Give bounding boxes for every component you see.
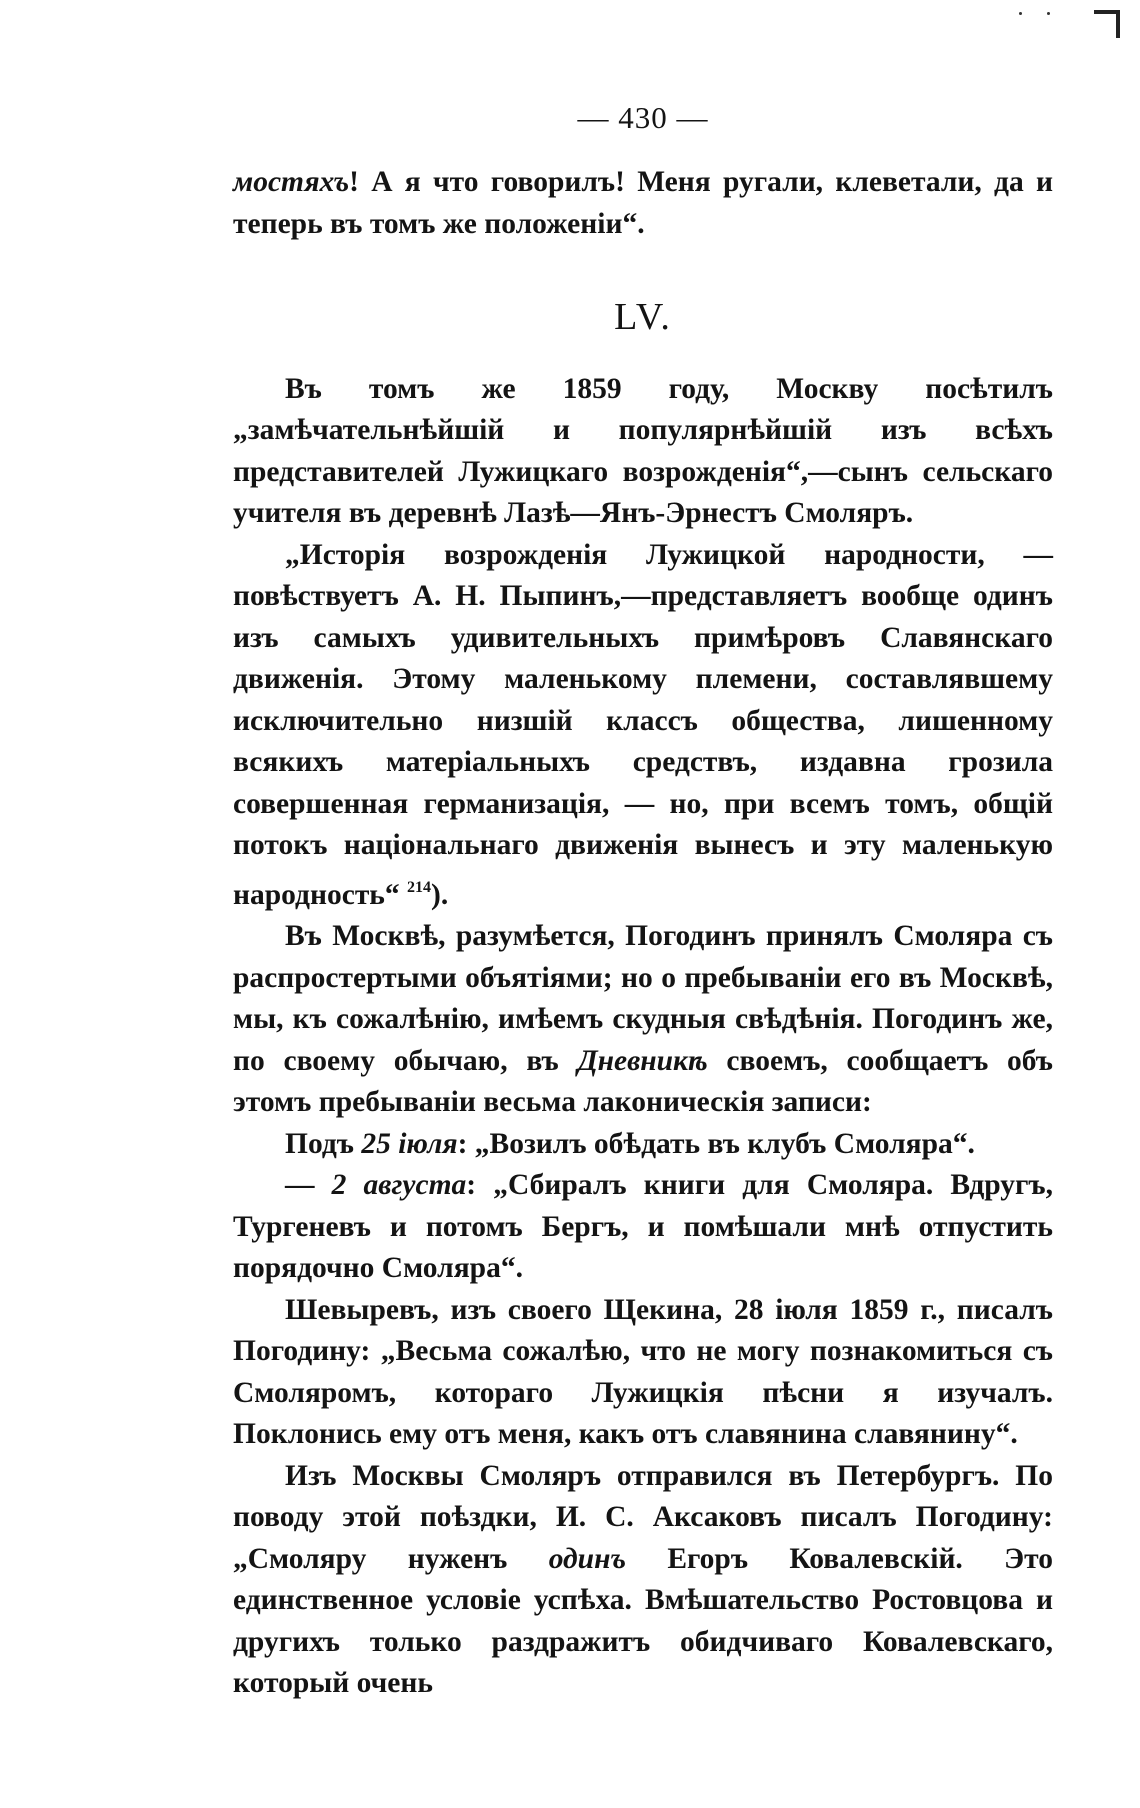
paragraph-text: ).	[431, 878, 449, 911]
document-page	[233, 100, 1053, 1705]
paragraph: Шевыревъ, изъ своего Щекина, 28 іюля 1859 г., писалъ Погодину: „Весьма сожалѣю, что не могу познакомиться съ Смоляромъ, котораго Лужицкія пѣсни я изучалъ. Поклонись ему отъ меня, какъ отъ славянина славянину“.	[233, 1293, 1053, 1450]
footnote-ref: 214	[407, 878, 432, 896]
paragraph-continuation	[233, 162, 1053, 245]
speck	[1047, 12, 1050, 15]
italic-date: 2 августа	[331, 1169, 467, 1201]
diary-entry	[233, 1124, 1053, 1166]
paragraph: Въ томъ же 1859 году, Москву посѣтилъ „замѣчательнѣйшій и популярнѣйшій изъ всѣхъ представителей Лужицкаго возрожденія“,—сынъ сельскаго учителя въ деревнѣ Лазѣ—Янъ-Эрнестъ Смоляръ.	[233, 372, 1053, 529]
paragraph	[233, 1456, 1053, 1705]
page-number: — 430 —	[577, 100, 709, 135]
paragraph-text: : „Возилъ обѣдать въ клубъ Смоляра“.	[457, 1127, 975, 1160]
speck	[1019, 12, 1022, 15]
italic-word: мостяхъ	[233, 166, 350, 198]
section-heading: LV.	[614, 296, 672, 338]
paragraph-text: Въ Москвѣ, разумѣется, Погодинъ принялъ Смоляра съ распростертыми объятіями; но о пребываніи его въ Москвѣ, мы, къ сожалѣнію, имѣемъ скудныя свѣдѣнія. Погодинъ же, по своему обычаю, въ	[233, 920, 1053, 1077]
paragraph-text: Изъ Москвы Смоляръ отправился въ Петербургъ. По поводу этой поѣздки, И. С. Аксаковъ писалъ Погодину: „Смоляру нуженъ	[233, 1459, 1053, 1575]
paragraph-text: ! А я что говорилъ! Меня ругали, клеветали, да и теперь въ томъ же положеніи“.	[233, 166, 1053, 240]
italic-date: 25 іюля	[361, 1127, 458, 1160]
margin-corner-mark	[1094, 4, 1120, 38]
diary-entry	[233, 1165, 1053, 1290]
paragraph-text: Подъ	[285, 1127, 362, 1160]
paragraph-text: Егоръ Ковалевскій. Это единственное условіе успѣха. Вмѣшательство Ростовцова и другихъ только раздражитъ обидчиваго Ковалевскаго, который очень	[233, 1542, 1053, 1699]
body-text	[233, 162, 1053, 1705]
paragraph-text: „Исторія возрожденія Лужицкой народности, — повѣствуетъ А. Н. Пыпинъ,—представляетъ вообще одинъ изъ самыхъ удивительныхъ примѣровъ Славянскаго движенія. Этому маленькому племени, составлявшему исключительно низшій классъ общества, лишенному всякихъ матеріальныхъ средствъ, издавна грозила совершенная германизація, — но, при всемъ томъ, общій потокъ національнаго движенія вынесъ и эту маленькую народность“	[233, 538, 1053, 911]
paragraph-text: своемъ, сообщаетъ объ этомъ пребываніи весьма лаконическія записи:	[233, 1044, 1053, 1118]
italic-word: одинъ	[548, 1542, 627, 1575]
italic-word: Дневникѣ	[577, 1044, 708, 1077]
paragraph	[233, 916, 1053, 1124]
paragraph	[233, 535, 1053, 917]
paragraph-text: : „Сбиралъ книги для Смоляра. Вдругъ, Тургеневъ и потомъ Бергъ, и помѣшали мнѣ отпустить порядочно Смоляра“.	[233, 1169, 1054, 1284]
paragraph-text: —	[285, 1169, 332, 1201]
